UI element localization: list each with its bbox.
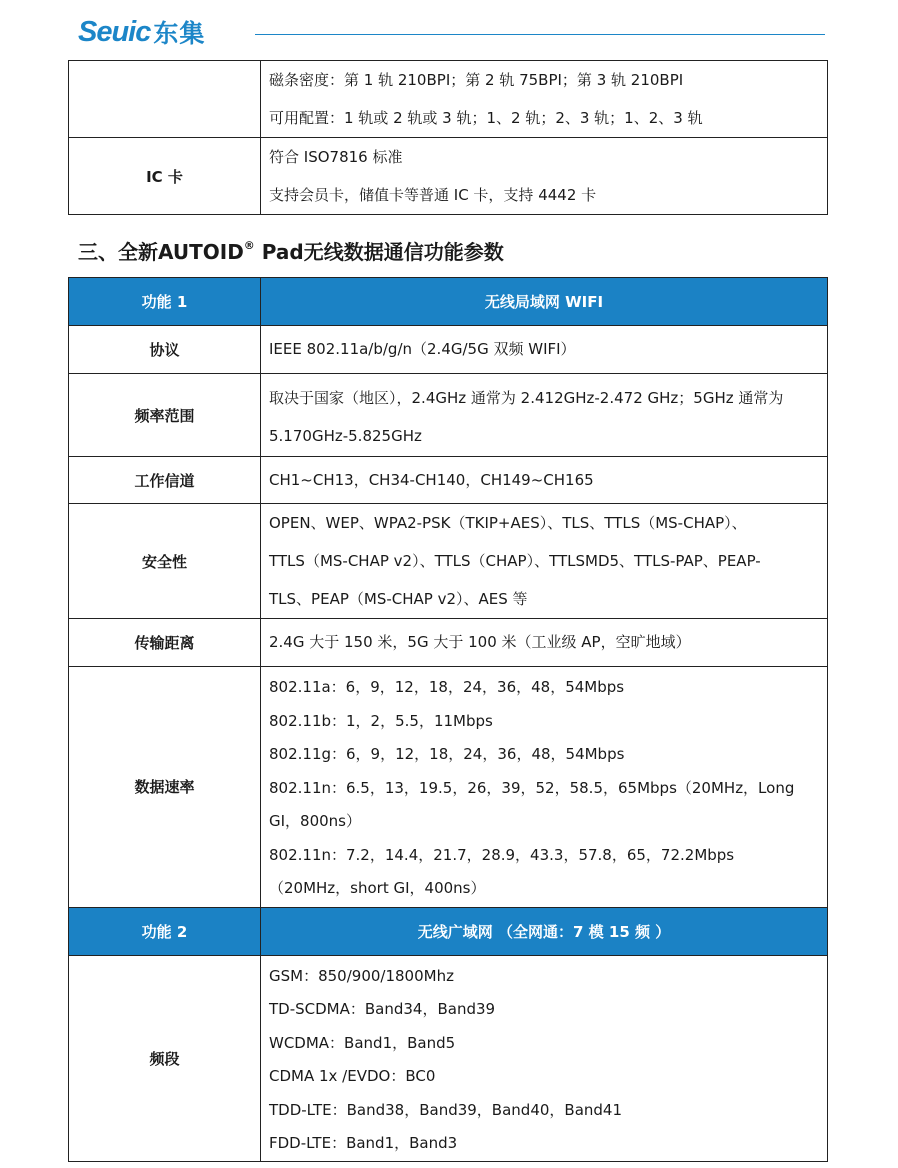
value-line: 802.11n：7.2，14.4，21.7，28.9，43.3，57.8，65，72.2Mbps: [269, 845, 735, 864]
row-value: [261, 955, 828, 1161]
value-line: 802.11n：6.5，13，19.5，26，39，52，58.5，65Mbps（20MHz，Long: [269, 778, 795, 797]
value-line: 支持会员卡，储值卡等普通 IC 卡，支持 4442 卡: [269, 186, 597, 204]
value-line: CDMA 1x /EVDO：BC0: [269, 1067, 436, 1085]
row-key: 协议: [69, 326, 261, 374]
value-line: TLS、PEAP（MS-CHAP v2）、AES 等: [269, 590, 528, 608]
spec-table-wireless: [68, 277, 828, 1162]
table-row: [69, 374, 828, 457]
table-row: [69, 955, 828, 1161]
value-line: TDD-LTE：Band38，Band39，Band40，Band41: [269, 1100, 622, 1119]
row-value: [261, 374, 828, 457]
row-value: [261, 667, 828, 908]
registered-mark: ®: [243, 239, 255, 253]
value-line: 取决于国家（地区），2.4GHz 通常为 2.412GHz-2.472 GHz；5GHz 通常为: [269, 389, 784, 407]
row-key: [69, 61, 261, 138]
section-heading-prefix: 三、全新AUTOID: [78, 240, 244, 264]
row-key: 传输距离: [69, 619, 261, 667]
value-line: 可用配置：1 轨或 2 轨或 3 轨；1、2 轨；2、3 轨；1、2、3 轨: [269, 109, 703, 127]
value-line: TD-SCDMA：Band34，Band39: [269, 1000, 496, 1018]
value-line: 磁条密度：第 1 轨 210BPI；第 2 轨 75BPI；第 3 轨 210BPI: [269, 71, 684, 89]
table-row: [69, 667, 828, 908]
table-header-row: [69, 278, 828, 326]
header-key: 功能 1: [69, 278, 261, 326]
value-line: 5.170GHz-5.825GHz: [269, 427, 422, 445]
value-line: （20MHz，short GI，400ns）: [269, 879, 486, 897]
row-value: [261, 619, 828, 667]
table-header-row: [69, 907, 828, 955]
header-value: 无线广域网 （全网通：7 模 15 频 ）: [261, 907, 828, 955]
value-line: WCDMA：Band1，Band5: [269, 1033, 456, 1052]
row-key: 频段: [69, 955, 261, 1161]
row-key: IC 卡: [69, 138, 261, 215]
row-key: 安全性: [69, 504, 261, 619]
value-line: 2.4G 大于 150 米，5G 大于 100 米（工业级 AP，空旷地域）: [269, 633, 691, 651]
table-row: [69, 619, 828, 667]
value-line: IEEE 802.11a/b/g/n（2.4G/5G 双频 WIFI）: [269, 340, 576, 358]
table-row: [69, 504, 828, 619]
row-value: [261, 457, 828, 504]
value-line: TTLS（MS-CHAP v2）、TTLS（CHAP）、TTLSMD5、TTLS-PAP、PEAP-: [269, 552, 761, 570]
row-key: 工作信道: [69, 457, 261, 504]
value-line: 符合 ISO7816 标准: [269, 148, 403, 166]
seuic-logo: [78, 14, 205, 50]
header-key: 功能 2: [69, 907, 261, 955]
value-line: 802.11b：1，2，5.5，11Mbps: [269, 711, 493, 730]
value-line: OPEN、WEP、WPA2-PSK（TKIP+AES）、TLS、TTLS（MS-CHAP）、: [269, 514, 747, 532]
table-row: [69, 138, 828, 215]
value-line: 802.11a：6，9，12，18，24，36，48，54Mbps: [269, 678, 625, 696]
value-line: GSM：850/900/1800Mhz: [269, 966, 454, 985]
value-line: FDD-LTE：Band1，Band3: [269, 1134, 458, 1152]
value-line: 802.11g：6，9，12，18，24，36，48，54Mbps: [269, 745, 625, 763]
value-line: CH1~CH13，CH34-CH140，CH149~CH165: [269, 471, 594, 489]
row-value: [261, 61, 828, 138]
logo-wordmark-en: Seuic: [78, 15, 151, 48]
row-key: 频率范围: [69, 374, 261, 457]
section-heading-suffix: Pad无线数据通信功能参数: [254, 240, 504, 264]
section-heading: [78, 236, 504, 265]
row-key: 数据速率: [69, 667, 261, 908]
table-row: [69, 61, 828, 138]
row-value: [261, 504, 828, 619]
row-value: [261, 326, 828, 374]
table-row: [69, 457, 828, 504]
header-value: 无线局域网 WIFI: [261, 278, 828, 326]
spec-table-top: [68, 60, 828, 215]
logo-wordmark-cn: 东集: [153, 19, 206, 48]
header-rule: [255, 34, 825, 35]
value-line: GI，800ns）: [269, 812, 361, 830]
row-value: [261, 138, 828, 215]
table-row: [69, 326, 828, 374]
